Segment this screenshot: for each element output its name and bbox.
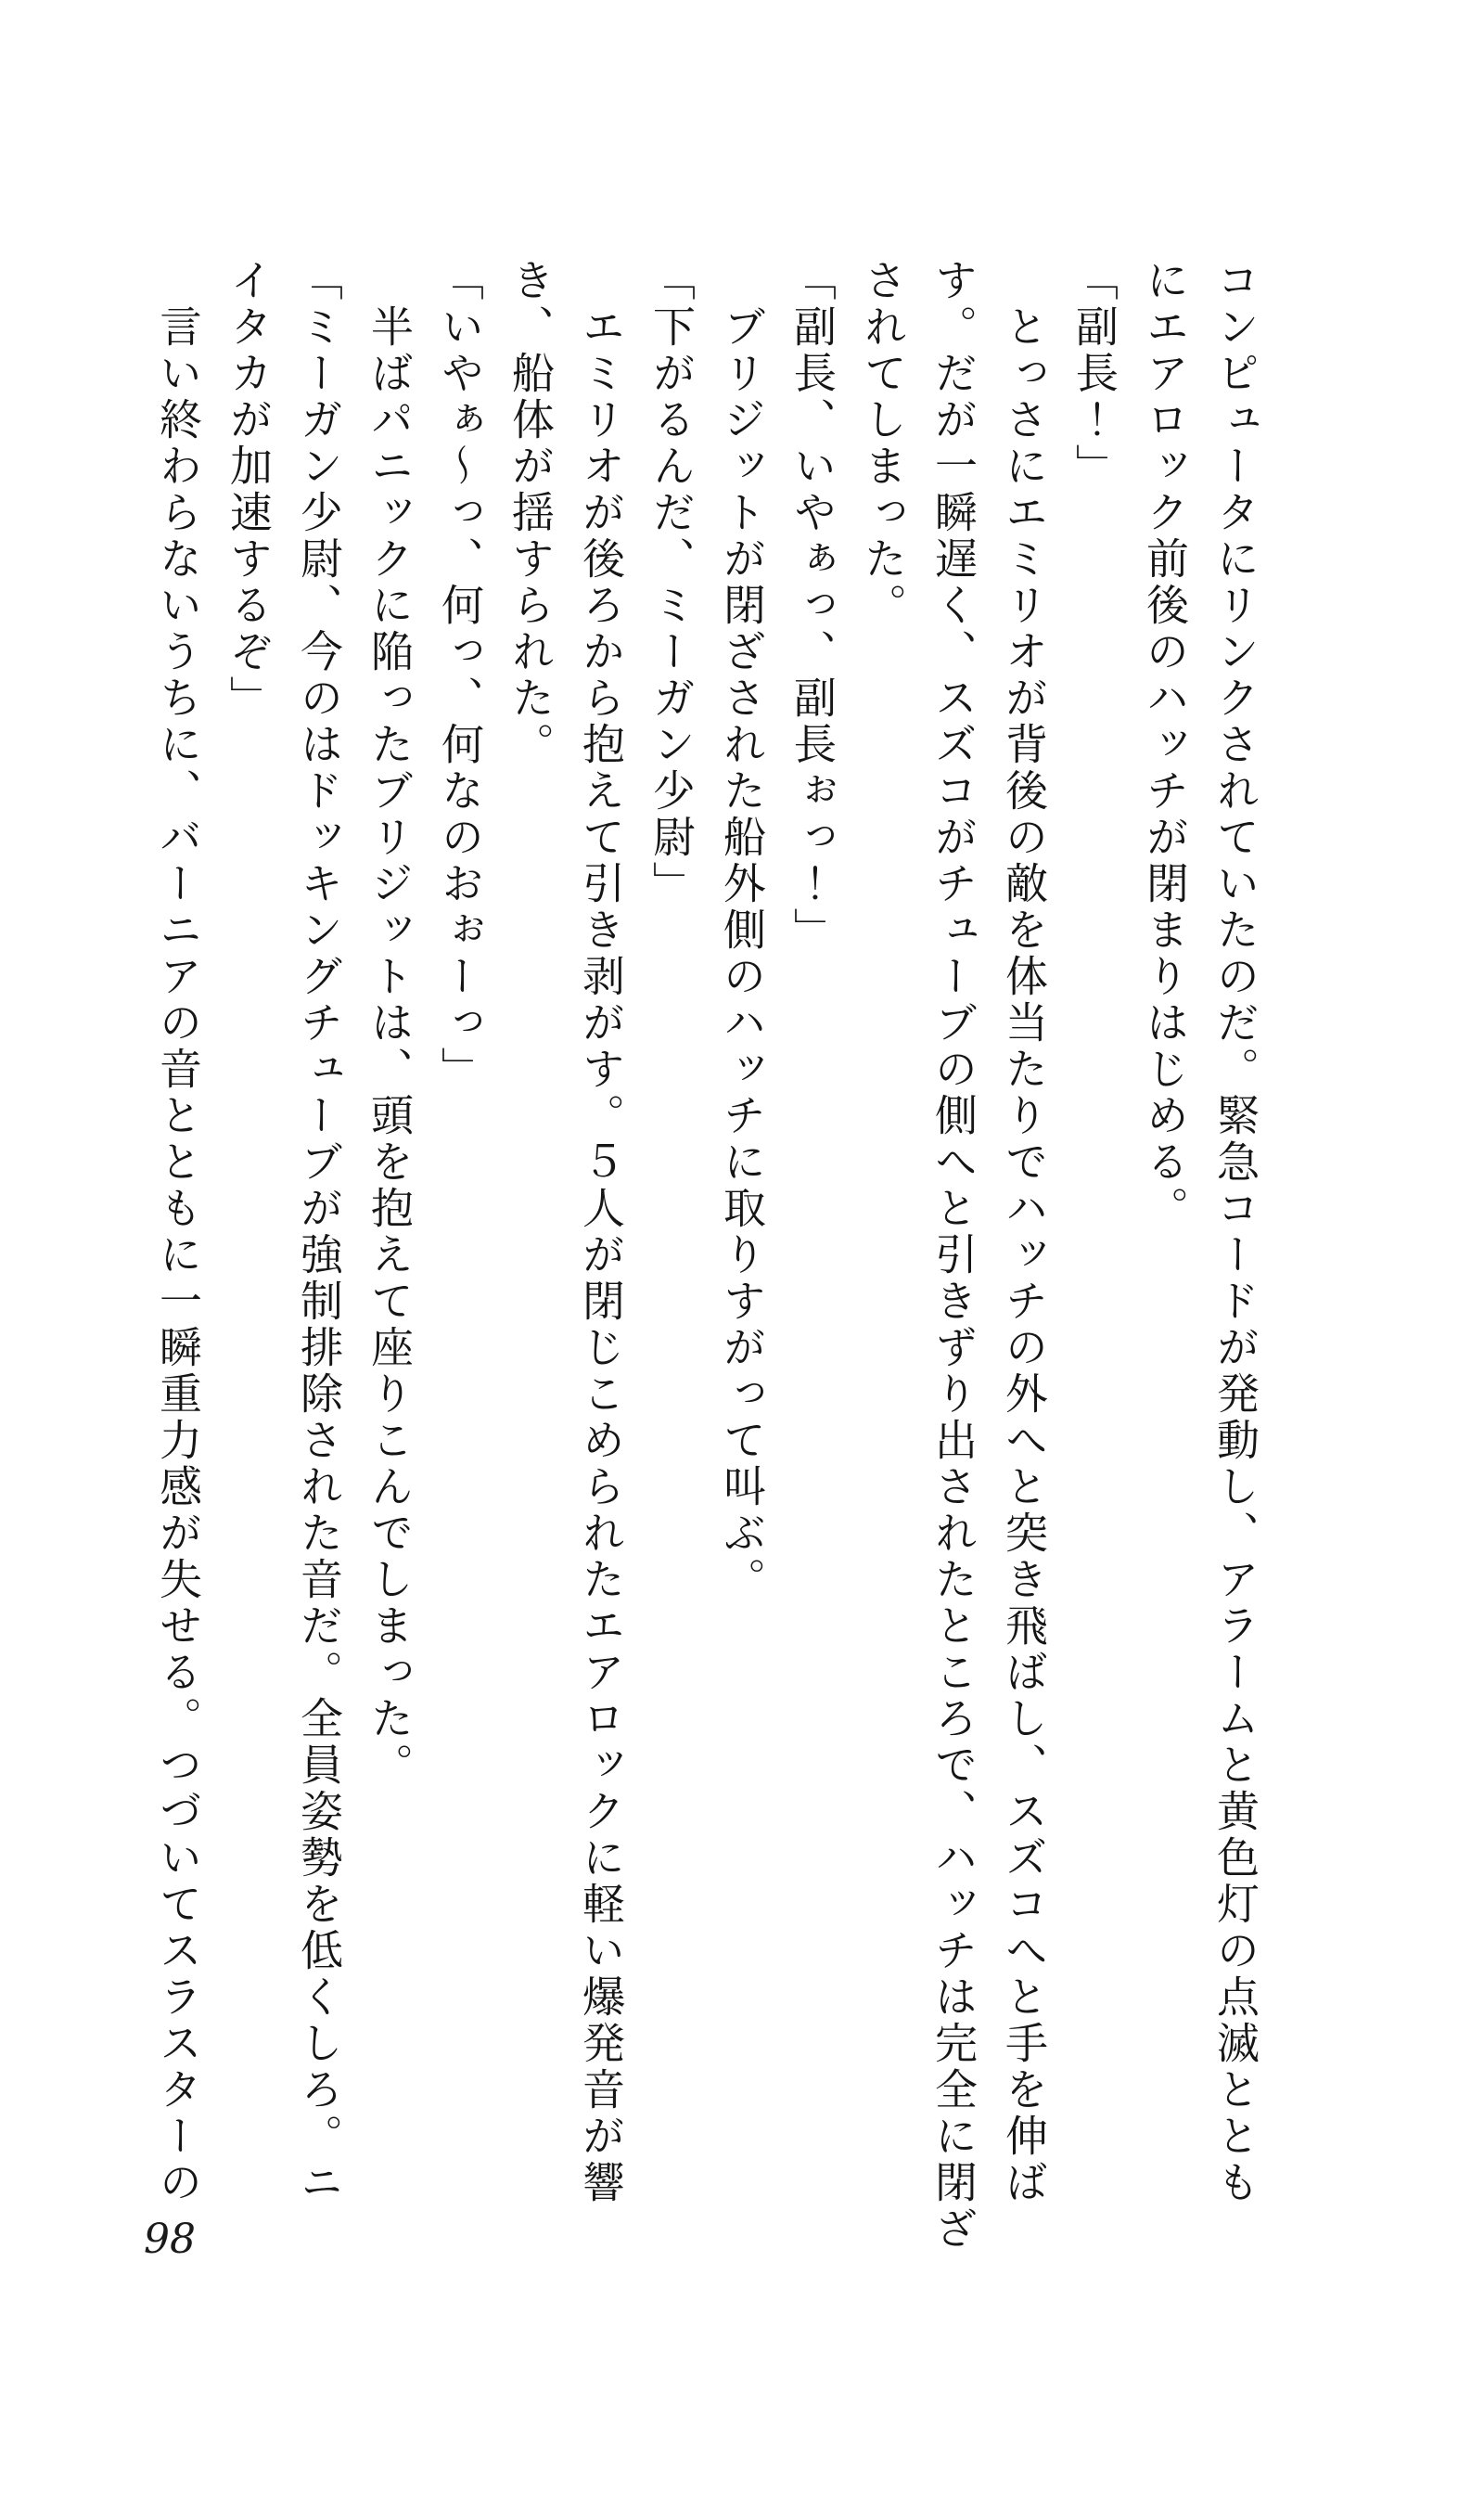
text-column-16: 言い終わらないうちに、バーニアの音とともに一瞬重力感が失せる。つづいてスラスターの [153, 258, 203, 2206]
text-column-08: ブリジットが閉ざされた船外側のハッチに取りすがって叫ぶ。 [717, 258, 767, 1603]
text-column-03: 「副長！」 [1069, 258, 1119, 490]
text-column-15: イタカが加速するぞ」 [224, 258, 274, 722]
text-column-01: コンピュータにリンクされていたのだ。緊急コードが発動し、アラームと黄色灯の点滅ととも [1210, 258, 1260, 2206]
text-column-12: 「いやぁ～っ、何っ、何なのおぉーっ」 [435, 258, 485, 1093]
text-column-13: 半ばパニックに陥ったブリジットは、頭を抱えて座りこんでしまった。 [365, 258, 415, 1789]
page-number: 98 [144, 2216, 196, 2263]
text-column-14: 「ミーガン少尉、今のはドッキングチューブが強制排除された音だ。全員姿勢を低くしろ。ニ [294, 258, 344, 2206]
text-column-09: 「下がるんだ、ミーガン少尉」 [646, 258, 697, 907]
text-column-10: エミリオが後ろから抱えて引き剥がす。５人が閉じこめられたエアロックに軽い爆発音が響 [576, 258, 626, 2206]
text-column-06: されてしまった。 [858, 258, 908, 629]
text-column-07: 「副長、いやぁっ、副長ぉっ！」 [787, 258, 838, 954]
text-column-02: にエアロック前後のハッチが閉まりはじめる。 [1140, 258, 1190, 1232]
text-block [143, 258, 1271, 2267]
text-column-04: とっさにエミリオが背後の敵を体当たりでハッチの外へと突き飛ばし、スズコへと手を伸ば [999, 258, 1049, 2206]
text-column-11: き、船体が揺すられた。 [505, 258, 556, 768]
text-column-05: す。だが一瞬遅く、スズコがチューブの側へと引きずり出されたところで、ハッチは完全に閉ざ [928, 258, 979, 2253]
